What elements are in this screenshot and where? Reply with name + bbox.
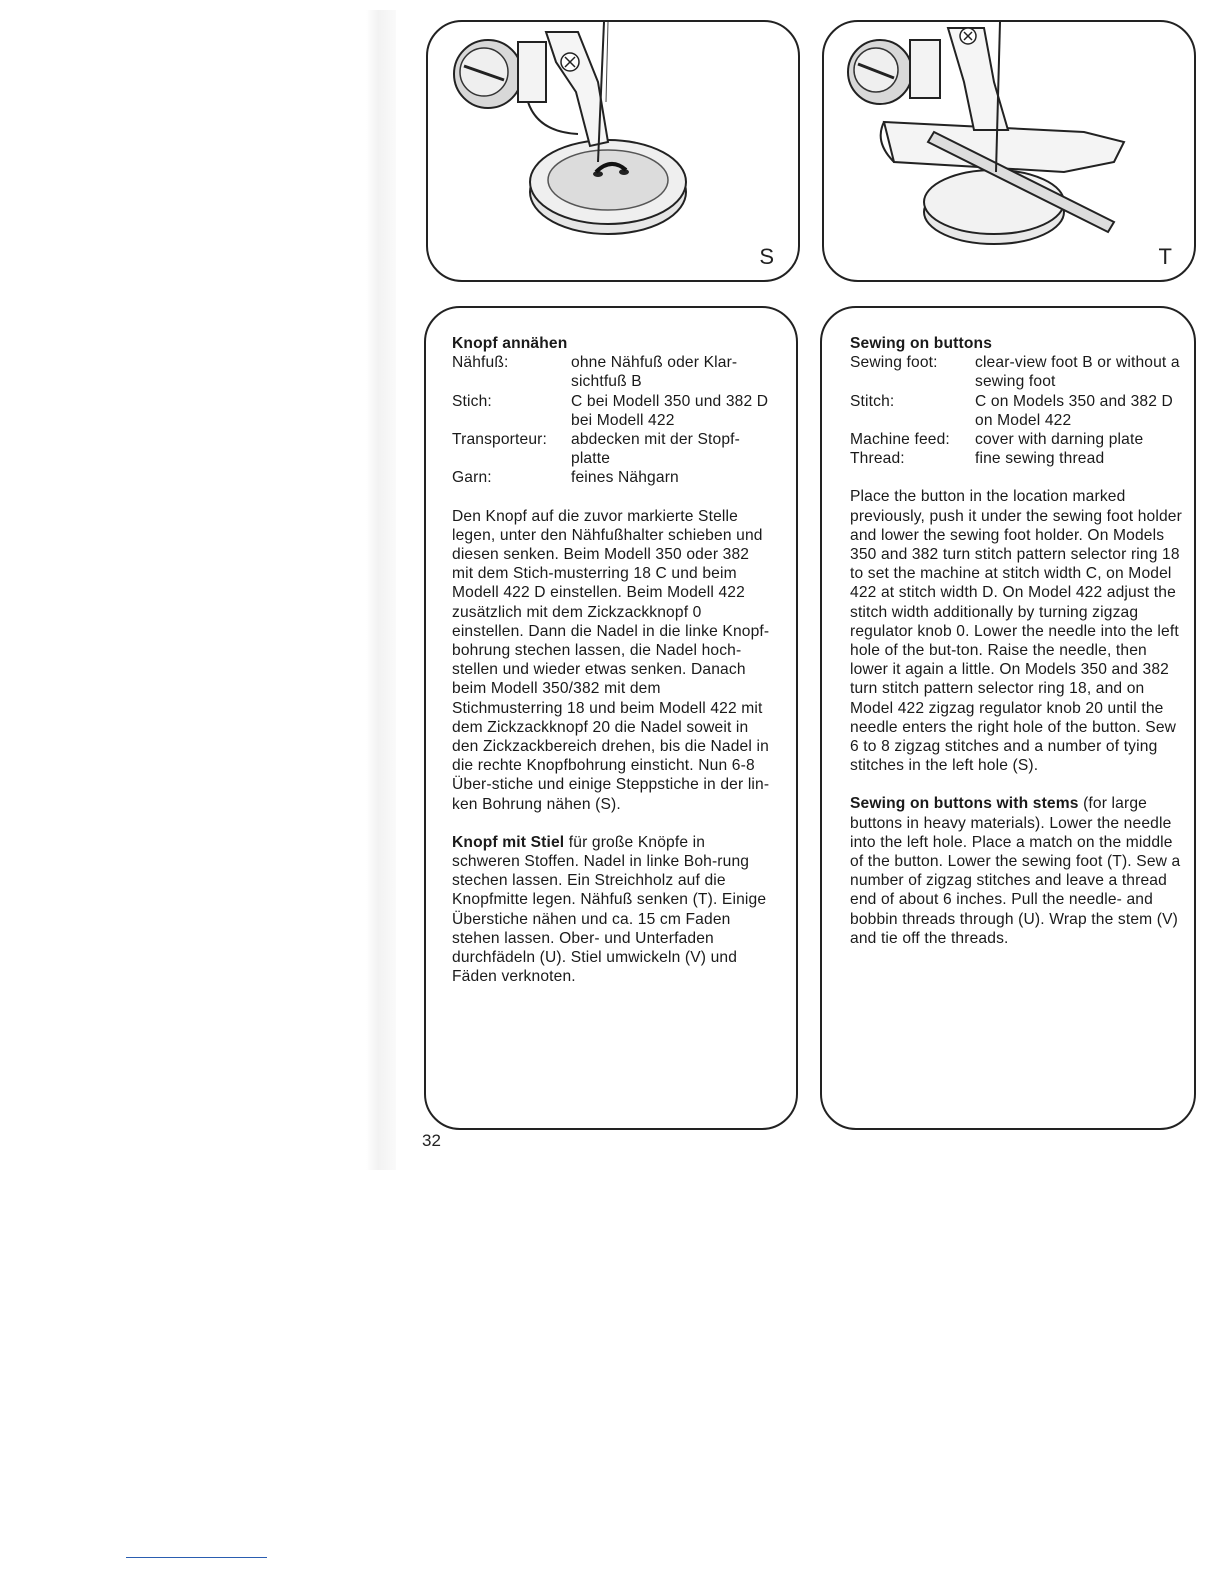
button-with-stem-illustration (824, 22, 1194, 280)
stem-body: (for large buttons in heavy materials). Lower the needle into the left hole. Place a match on the middle of the button. Lower the sewing foot (T). Sew a number of zigzag stitches and leave a thread end of about 6 inches. Pull the needle- and bobbin threads through (U). Wrap the stem (V) and tie off the threads. (850, 795, 1181, 947)
spec-table (850, 353, 1182, 468)
figure-label: T (1158, 244, 1172, 269)
stem-heading: Knopf mit Stiel (452, 833, 565, 851)
spec-value: feines Nähgarn (571, 469, 679, 487)
spec-value: clear-view foot B or without a sewing foot (975, 354, 1180, 391)
spec-key: Nähfuß: (452, 354, 509, 372)
page-number: 32 (422, 1131, 441, 1150)
stem-paragraph (850, 794, 1182, 948)
spec-key: Stitch: (850, 392, 895, 410)
stem-body: für große Knöpfe in schweren Stoffen. Nadel in linke Boh-rung stechen lassen. Ein Streichholz auf die Knopfmitte legen. Nähfuß senken (T). Einige Überstiche nähen und ca. 15 cm Faden stehen lassen. Ober- und Unterfaden durchfädeln (U). Stiel umwickeln (V) und Fäden verknoten. (452, 833, 767, 986)
stem-paragraph (452, 833, 774, 987)
spec-value: C bei Modell 350 und 382 D bei Modell 422 (571, 392, 769, 429)
spec-key: Garn: (452, 469, 492, 487)
section-heading: Knopf annähen (452, 335, 568, 352)
english-text-panel (820, 306, 1196, 1130)
figure-t-panel (822, 20, 1196, 282)
figure-label: S (759, 244, 774, 269)
german-text-panel (424, 306, 798, 1130)
sewing-foot-button-illustration (428, 22, 798, 280)
stem-heading: Sewing on buttons with stems (850, 795, 1079, 813)
spec-value: abdecken mit der Stopf-platte (571, 431, 741, 468)
spec-value: fine sewing thread (975, 450, 1105, 468)
footer-rule (126, 1557, 267, 1558)
spec-key: Thread: (850, 450, 905, 468)
spec-value: cover with darning plate (975, 431, 1144, 449)
spec-value: ohne Nähfuß oder Klar-sichtfuß B (571, 354, 738, 391)
figure-s-panel (426, 20, 800, 282)
spec-key: Stich: (452, 392, 492, 410)
spec-table (452, 353, 774, 487)
section-heading: Sewing on buttons (850, 335, 993, 352)
spec-key: Sewing foot: (850, 354, 938, 372)
scan-shadow (366, 10, 396, 1170)
body-text: Den Knopf auf die zuvor markierte Stelle legen, unter den Nähfußhalter schieben und diesen senken. Beim Modell 350 oder 382 mit dem Stich-musterring 18 C und beim Modell 422 D einstellen. Beim Modell 422 zusätzlich mit dem Zickzackknopf 0 einstellen. Dann die Nadel in die linke Knopf-bohrung stechen lassen, die Nadel hoch-stellen und wieder etwas senken. Danach beim Modell 350/382 mit dem Stichmusterring 18 und beim Modell 422 mit dem Zickzackknopf 20 die Nadel soweit in den Zickzackbereich drehen, bis die Nadel in die rechte Knopfbohrung einsticht. Nun 6-8 Über-stiche und einige Steppstiche in der lin-ken Bohrung nähen (S). (452, 507, 770, 813)
body-text: Place the button in the location marked previously, push it under the sewing foot holder and lower the sewing foot holder. On Models 350 and 382 turn stitch pattern selector ring 18 to set the machine at stitch width C, on Model 422 at stitch width D. On Model 422 adjust the stitch width additionally by turning zigzag regulator knob 0. Lower the needle into the left hole of the but-ton. Raise the needle, then lower it again a little. On Models 350 and 382 turn stitch pattern selector ring 18, and on Model 422 zigzag regulator knob 20 until the needle enters the right hole of the button. Sew 6 to 8 zigzag stitches and a number of tying stitches in the left hole (S). (850, 488, 1182, 775)
spec-key: Transporteur: (452, 431, 547, 449)
spec-key: Machine feed: (850, 431, 950, 449)
spec-value: C on Models 350 and 382 D on Model 422 (975, 392, 1173, 429)
